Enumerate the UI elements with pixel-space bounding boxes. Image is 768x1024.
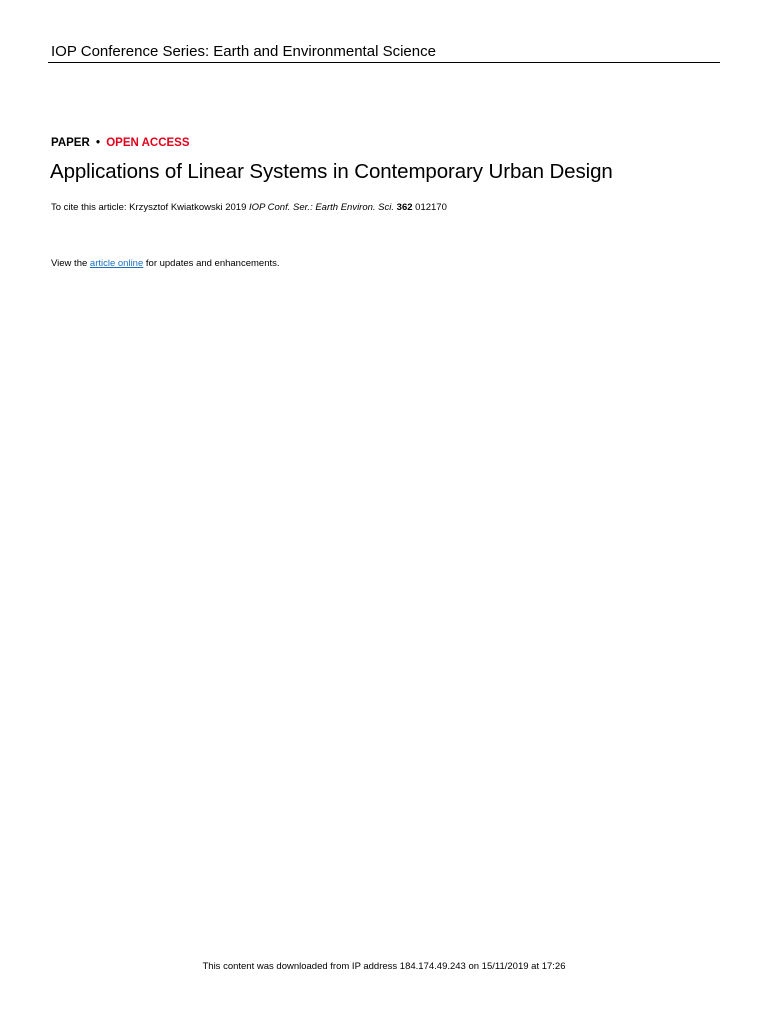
citation-volume: 362 <box>396 202 413 213</box>
view-prefix: View the <box>51 258 88 269</box>
citation-journal: IOP Conf. Ser.: Earth Environ. Sci. <box>249 202 395 213</box>
article-online-link[interactable]: article online <box>89 258 144 269</box>
citation-line <box>51 202 447 214</box>
citation-prefix: To cite this article: Krzysztof Kwiatkowski 2019 <box>51 202 247 213</box>
citation-article-number: 012170 <box>415 202 447 213</box>
download-notice: This content was downloaded from IP address 184.174.49.243 on 15/11/2019 at 17:26 <box>202 961 566 972</box>
header-divider <box>48 62 720 63</box>
article-title: Applications of Linear Systems in Contemporary Urban Design <box>50 160 613 183</box>
journal-title: IOP Conference Series: Earth and Environmental Science <box>51 43 436 60</box>
article-type-line <box>51 136 190 150</box>
paper-label: PAPER <box>51 137 90 149</box>
separator-bullet: • <box>95 137 101 149</box>
view-suffix: for updates and enhancements. <box>145 258 280 269</box>
open-access-label: OPEN ACCESS <box>106 137 190 149</box>
view-online-line <box>51 258 280 270</box>
